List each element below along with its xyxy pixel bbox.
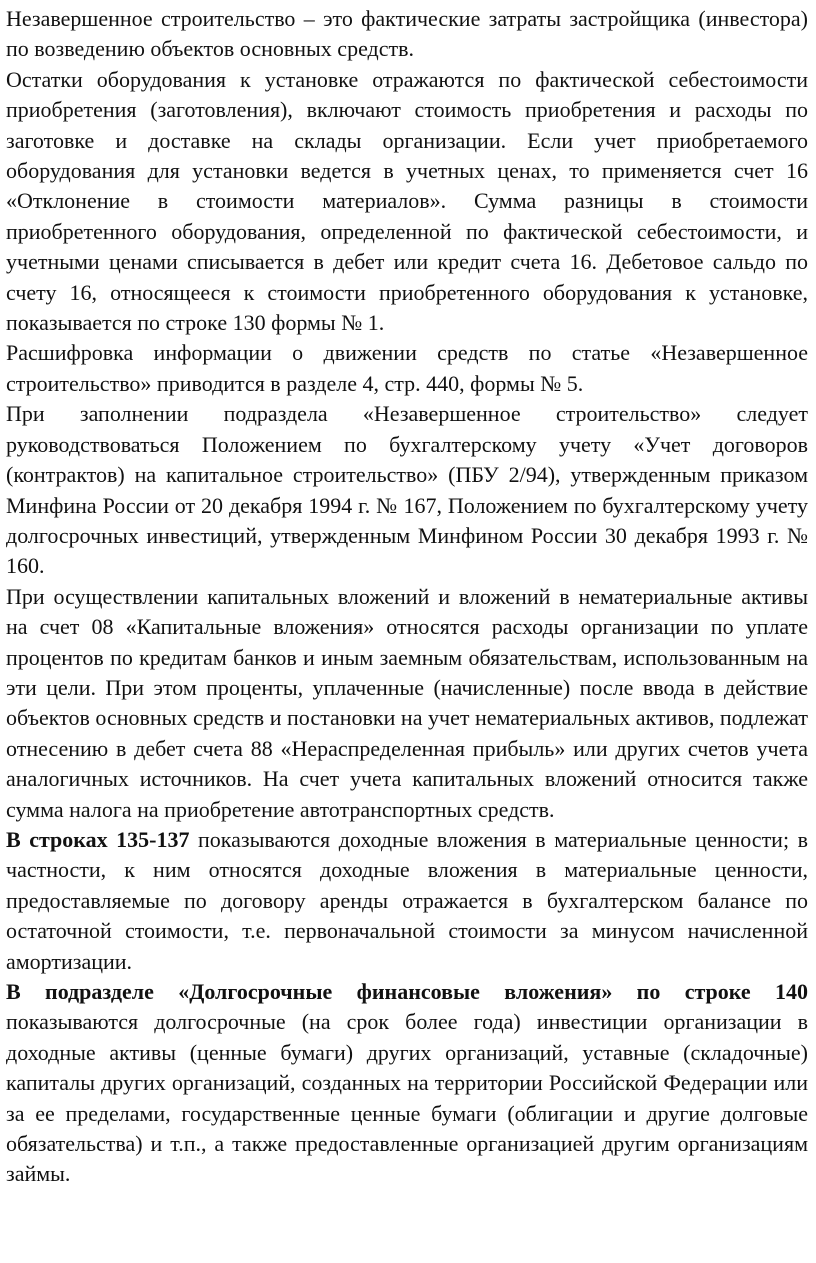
paragraph-equipment: Остатки оборудования к установке отражаются по фактической себестоимости приобретения (заготовления), включают стоимость приобретения и расходы по заготовке и доставке на склады организации. Если учет приобретаемого оборудования для установки ведется в учетных ценах, то применяется счет 16 «Отклонение в стоимости материалов». Сумма разницы в стоимости приобретенного оборудования, определенной по фактической себестоимости, и учетными ценами списывается в дебет или кредит счета 16. Дебетовое сальдо по счету 16, относящееся к стоимости приобретенного оборудования к установке, показывается по строке 130 формы № 1.	[6, 66, 808, 336]
paragraph-body: показываются доходные вложения в материальные ценности; в частности, к ним относятся доходные вложения в материальные ценности, предоставляемые по договору аренды отражается в бухгалтерском балансе по остаточной стоимости, т.е. первоначальной стоимости за минусом начисленной амортизации.	[6, 826, 808, 974]
paragraph-definition: Незавершенное строительство – это фактические затраты застройщика (инвестора) по возведению объектов основных средств.	[6, 6, 808, 62]
paragraph-lines-135-137	[6, 825, 808, 977]
paragraph-breakdown: Расшифровка информации о движении средств по статье «Незавершенное строительство» приводится в разделе 4, стр. 440, формы № 5.	[6, 340, 808, 396]
paragraph-line-140	[6, 977, 808, 1190]
paragraph-lead-bold: В строках 135-137	[6, 826, 190, 852]
paragraph-regulations: При заполнении подраздела «Незавершенное строительство» следует руководствоваться Положением по бухгалтерскому учету «Учет договоров (контрактов) на капитальное строительство» (ПБУ 2/94), утвержденным приказом Минфина России от 20 декабря 1994 г. № 167, Положением по бухгалтерскому учету долгосрочных инвестиций, утвержденным Минфином России 30 декабря 1993 г. № 160.	[6, 401, 808, 579]
paragraph-lead-bold: В подразделе «Долгосрочные финансовые вложения» по строке 140	[6, 979, 808, 1004]
paragraph-capital-investments: При осуществлении капитальных вложений и вложений в нематериальные активы на счет 08 «Капитальные вложения» относятся расходы организации по уплате процентов по кредитам банков и иным заемным обязательствам, использованным на эти цели. При этом проценты, уплаченные (начисленные) после ввода в действие объектов основных средств и постановки на учет нематериальных активов, подлежат отнесению в дебет счета 88 «Нераспределенная прибыль» или других счетов учета аналогичных источников. На счет учета капитальных вложений относится также сумма налога на приобретение автотранспортных средств.	[6, 583, 808, 822]
paragraph-body: показываются долгосрочные (на срок более года) инвестиции организации в доходные активы (ценные бумаги) других организаций, уставные (складочные) капиталы других организаций, созданных на территории Российской Федерации или за ее пределами, государственные ценные бумаги (облигации и другие долговые обязательства) и т.п., а также предоставленные организацией другим организациям займы.	[6, 1009, 808, 1187]
